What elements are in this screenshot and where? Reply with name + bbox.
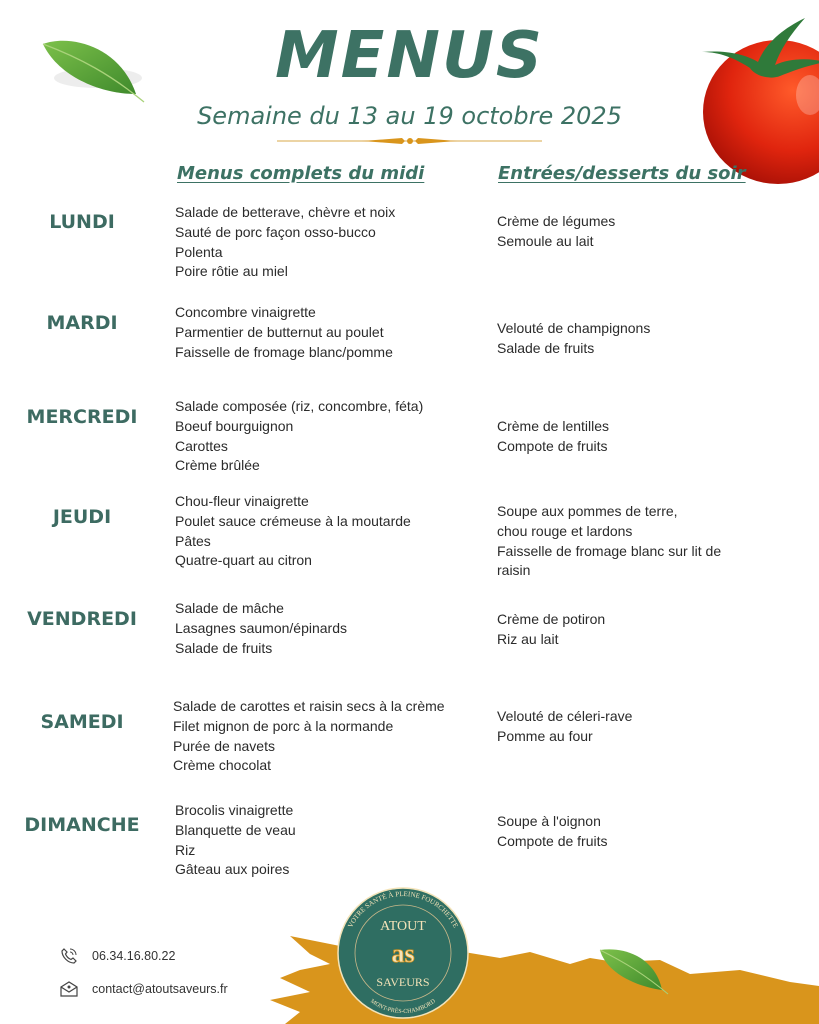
lunch-list-mardi: [175, 303, 485, 362]
page-title: MENUS: [274, 19, 545, 93]
menu-item: Boeuf bourguignon: [175, 417, 294, 434]
menu-item: Salade de betterave, chèvre et noix: [175, 204, 396, 220]
lunch-list-jeudi: [175, 492, 485, 571]
menu-item: Purée de navets: [173, 737, 275, 754]
menu-item: Filet mignon de porc à la normande: [173, 717, 394, 734]
lunch-list-vendredi: [175, 599, 485, 658]
menu-item: Polenta: [175, 243, 223, 260]
menu-item: raisin: [497, 562, 531, 579]
menu-item: Salade de fruits: [175, 639, 273, 656]
menu-item: Poire rôtie au miel: [175, 263, 288, 280]
logo-slogan: VOTRE SANTÉ À PLEINE FOURCHETTE: [346, 889, 460, 930]
menu-item: Salade composée (riz, concombre, féta): [175, 398, 424, 414]
menu-item: Gâteau aux poires: [175, 861, 290, 878]
contact-email[interactable]: [60, 980, 228, 998]
menu-item: Soupe aux pommes de terre,: [497, 503, 678, 519]
envelope-icon: [60, 981, 78, 997]
email-address[interactable]: contact@atoutsaveurs.fr: [92, 982, 228, 996]
menu-item: Quatre-quart au citron: [175, 552, 312, 569]
menu-item: Compote de fruits: [497, 832, 608, 849]
phone-number[interactable]: 06.34.16.80.22: [92, 949, 176, 963]
lunch-column-header: Menus complets du midi: [177, 163, 425, 184]
dinner-list-dimanche: [497, 812, 797, 852]
menu-item: Crème brûlée: [175, 457, 260, 474]
dinner-column-header: Entrées/desserts du soir: [498, 163, 746, 184]
menu-item: Crème de légumes: [497, 213, 616, 229]
menu-item: Lasagnes saumon/épinards: [175, 619, 348, 636]
menu-item: Salade de mâche: [175, 600, 284, 616]
menu-item: Blanquette de veau: [175, 821, 296, 838]
dinner-list-mercredi: [497, 417, 797, 457]
menu-item: Crème chocolat: [173, 757, 272, 774]
dinner-list-mardi: [497, 319, 797, 359]
logo-word-saveurs: SAVEURS: [376, 975, 430, 989]
ornament-divider: [277, 136, 542, 146]
day-label-jeudi: JEUDI: [52, 506, 112, 528]
dinner-list-jeudi: [497, 502, 797, 581]
menu-item: Brocolis vinaigrette: [175, 802, 294, 818]
day-label-lundi: LUNDI: [49, 211, 115, 233]
day-label-vendredi: VENDREDI: [27, 608, 137, 630]
menu-item: Sauté de porc façon osso-bucco: [175, 223, 376, 240]
menu-item: Faisselle de fromage blanc/pomme: [175, 343, 393, 360]
menu-item: Salade de fruits: [497, 339, 595, 356]
menu-item: Compote de fruits: [497, 437, 608, 454]
day-label-mercredi: MERCREDI: [26, 406, 138, 428]
menu-item: Salade de carottes et raisin secs à la crème: [173, 698, 445, 714]
week-subtitle: Semaine du 13 au 19 octobre 2025: [197, 102, 622, 130]
menu-item: Semoule au lait: [497, 232, 594, 249]
dinner-list-samedi: [497, 707, 797, 747]
dinner-list-vendredi: [497, 610, 797, 650]
menu-item: Faisselle de fromage blanc sur lit de: [497, 542, 722, 559]
menu-item: Velouté de céleri-rave: [497, 708, 633, 724]
lunch-list-mercredi: [175, 397, 485, 476]
logo-monogram: as: [391, 939, 415, 968]
menu-item: Carottes: [175, 437, 228, 454]
menu-item: Soupe à l'oignon: [497, 813, 601, 829]
menu-item: Riz au lait: [497, 630, 559, 647]
day-label-mardi: MARDI: [46, 312, 118, 334]
menu-item: Poulet sauce crémeuse à la moutarde: [175, 512, 411, 529]
leaf-decoration-icon: [598, 946, 673, 996]
menu-item: Velouté de champignons: [497, 320, 651, 336]
phone-icon: [60, 947, 78, 965]
lunch-list-samedi: [173, 697, 483, 776]
menu-item: Riz: [175, 841, 196, 858]
menu-item: Parmentier de butternut au poulet: [175, 323, 384, 340]
logo-word-atout: ATOUT: [380, 919, 426, 934]
menu-item: Pâtes: [175, 532, 211, 549]
menu-item: Concombre vinaigrette: [175, 304, 316, 320]
atout-saveurs-logo: [336, 886, 470, 1020]
menu-item: Pomme au four: [497, 727, 593, 744]
lunch-list-lundi: [175, 203, 485, 282]
day-label-dimanche: DIMANCHE: [24, 814, 140, 836]
menu-item: chou rouge et lardons: [497, 522, 633, 539]
menu-item: Crème de lentilles: [497, 418, 610, 434]
dinner-list-lundi: [497, 212, 797, 252]
contact-phone[interactable]: [60, 947, 175, 965]
logo-location: MONT-PRÈS-CHAMBORD: [369, 998, 437, 1016]
menu-item: Chou-fleur vinaigrette: [175, 493, 309, 509]
lunch-list-dimanche: [175, 801, 485, 880]
day-label-samedi: SAMEDI: [40, 711, 124, 733]
menu-item: Crème de potiron: [497, 611, 606, 627]
